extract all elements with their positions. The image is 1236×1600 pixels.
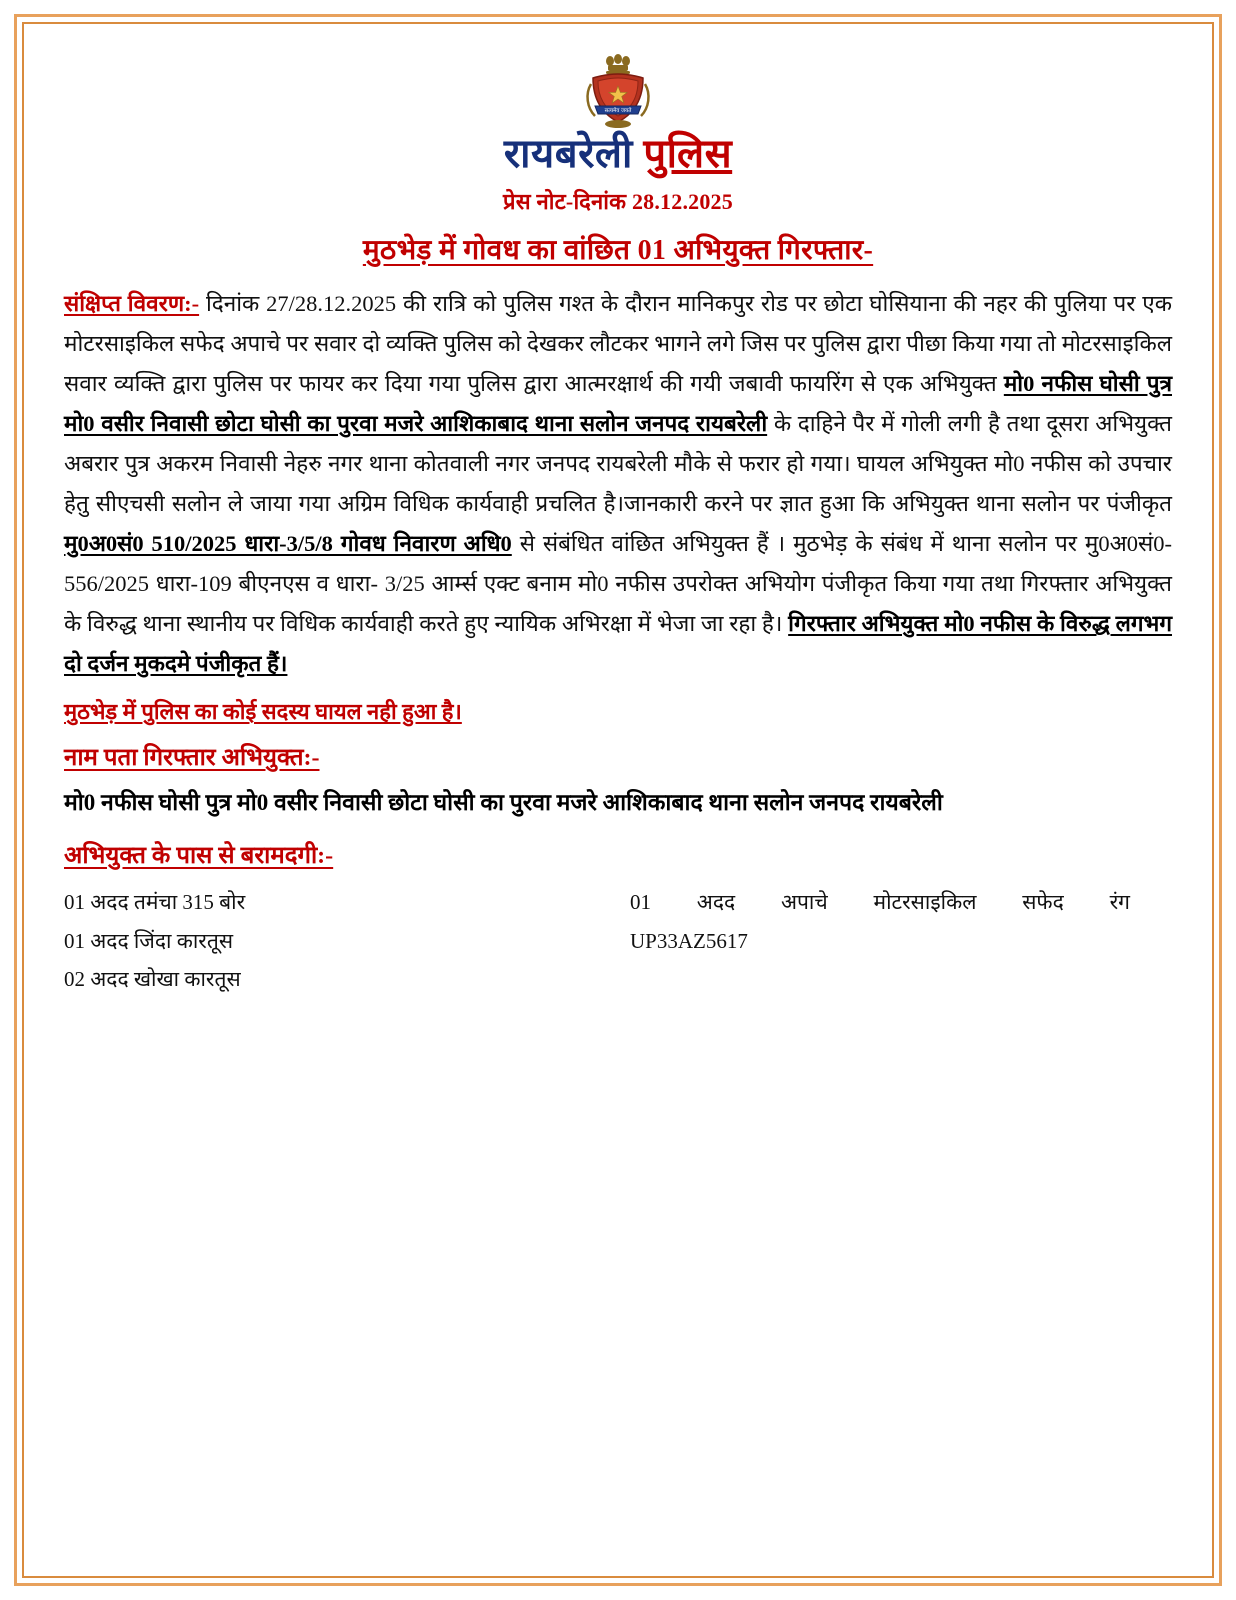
list-item: 01 अदद तमंचा 315 बोर — [64, 889, 246, 914]
list-item: 01 अदद अपाचे मोटरसाइकिल सफेद रंग — [630, 889, 1130, 914]
outer-border — [14, 14, 1222, 1586]
svg-text:सत्यमेव जयते: सत्यमेव जयते — [604, 108, 632, 114]
list-item: 01 अदद जिंदा कारतूस — [64, 928, 234, 953]
recovery-section-heading: अभियुक्त के पास से बरामदगी:- — [64, 842, 334, 869]
emblem-container — [64, 50, 1172, 136]
summary-label: संक्षिप्त विवरण:- — [64, 291, 200, 316]
organization-title — [64, 132, 1172, 176]
summary-text-part-3: से संबंधित वांछित अभियुक्त हैं । मुठभेड़ के संबंध में थाना सलोन पर मु0अ0सं0- 556/2025 धारा-109 बीएनएस व धारा- 3/25 आर्म्स एक्ट बनाम मो0 नफीस उपरोक्त अभियोग पंजीकृत किया गया तथा गिरफ्तार अभियुक्त के विरुद्ध थाना स्थानीय पर विधिक कार्यवाही करते हुए न्यायिक अभिरक्षा में भेजा जा रहा है। — [64, 531, 1172, 637]
press-note-date: प्रेस नोट-दिनांक 28.12.2025 — [503, 189, 733, 214]
summary-text-part-2: के दाहिने पैर में गोली लगी है तथा दूसरा अभियुक्त अबरार पुत्र अकरम निवासी नेहरु नगर थाना कोतवाली नगर जनपद रायबरेली मौके से फरार हो गया। घायल अभियुक्त मो0 नफीस को उपचार हेतु सीएचसी सलोन ले जाया गया अग्रिम विधिक कार्यवाही प्रचलित है।जानकारी करने पर ज्ञात हुआ कि अभियुक्त थाना सलोन पर पंजीकृत — [64, 411, 1172, 517]
case-number-highlight: मु0अ0सं0 510/2025 धारा-3/5/8 गोवध निवारण अधि0 — [64, 531, 512, 557]
organization-title-district: रायबरेली — [503, 131, 644, 176]
police-injury-note: मुठभेड़ में पुलिस का कोई सदस्य घायल नही हुआ है। — [64, 699, 462, 725]
list-item: UP33AZ5617 — [630, 928, 748, 953]
recovery-list-left — [64, 883, 618, 1000]
recovery-list — [64, 883, 1172, 1000]
accused-name-address: मो0 नफीस घोसी पुत्र मो0 वसीर निवासी छोटा घोसी का पुरवा मजरे आशिकाबाद थाना सलोन जनपद रायबरेली — [64, 790, 943, 816]
accused-highlight: मो0 नफीस घोसी पुत्र मो0 वसीर निवासी छोटा घोसी का पुरवा मजरे आशिकाबाद थाना सलोन जनपद रायबरेली — [64, 371, 1172, 437]
summary-paragraph — [64, 284, 1172, 684]
summary-text-part-1: दिनांक 27/28.12.2025 की रात्रि को पुलिस गश्त के दौरान मानिकपुर रोड पर छोटा घोसियाना की नहर की पुलिया पर एक मोटरसाइकिल सफेद अपाचे पर सवार दो व्यक्ति पुलिस को देखकर लौटकर भागने लगे जिस पर पुलिस द्वारा पीछा किया गया तो मोटरसाइकिल सवार व्यक्ति द्वारा पुलिस पर फायर कर दिया गया पुलिस द्वारा आत्मरक्षार्थ की गयी जबावी फायरिंग से एक अभियुक्त — [64, 291, 1172, 397]
list-item: 02 अदद खोखा कारतूस — [64, 967, 241, 992]
accused-section-heading: नाम पता गिरफ्तार अभियुक्त:- — [64, 745, 320, 772]
police-emblem-icon — [575, 50, 661, 134]
recovery-list-right — [618, 883, 1172, 1000]
inner-border — [22, 22, 1214, 1578]
organization-title-police: पुलिस — [643, 131, 733, 176]
page-title: मुठभेड़ में गोवध का वांछित 01 अभियुक्त गिरफ्तार- — [362, 235, 874, 266]
summary-closing-highlight: गिरफ्तार अभियुक्त मो0 नफीस के विरुद्ध लगभग दो दर्जन मुकदमे पंजीकृत हैं। — [64, 611, 1172, 677]
